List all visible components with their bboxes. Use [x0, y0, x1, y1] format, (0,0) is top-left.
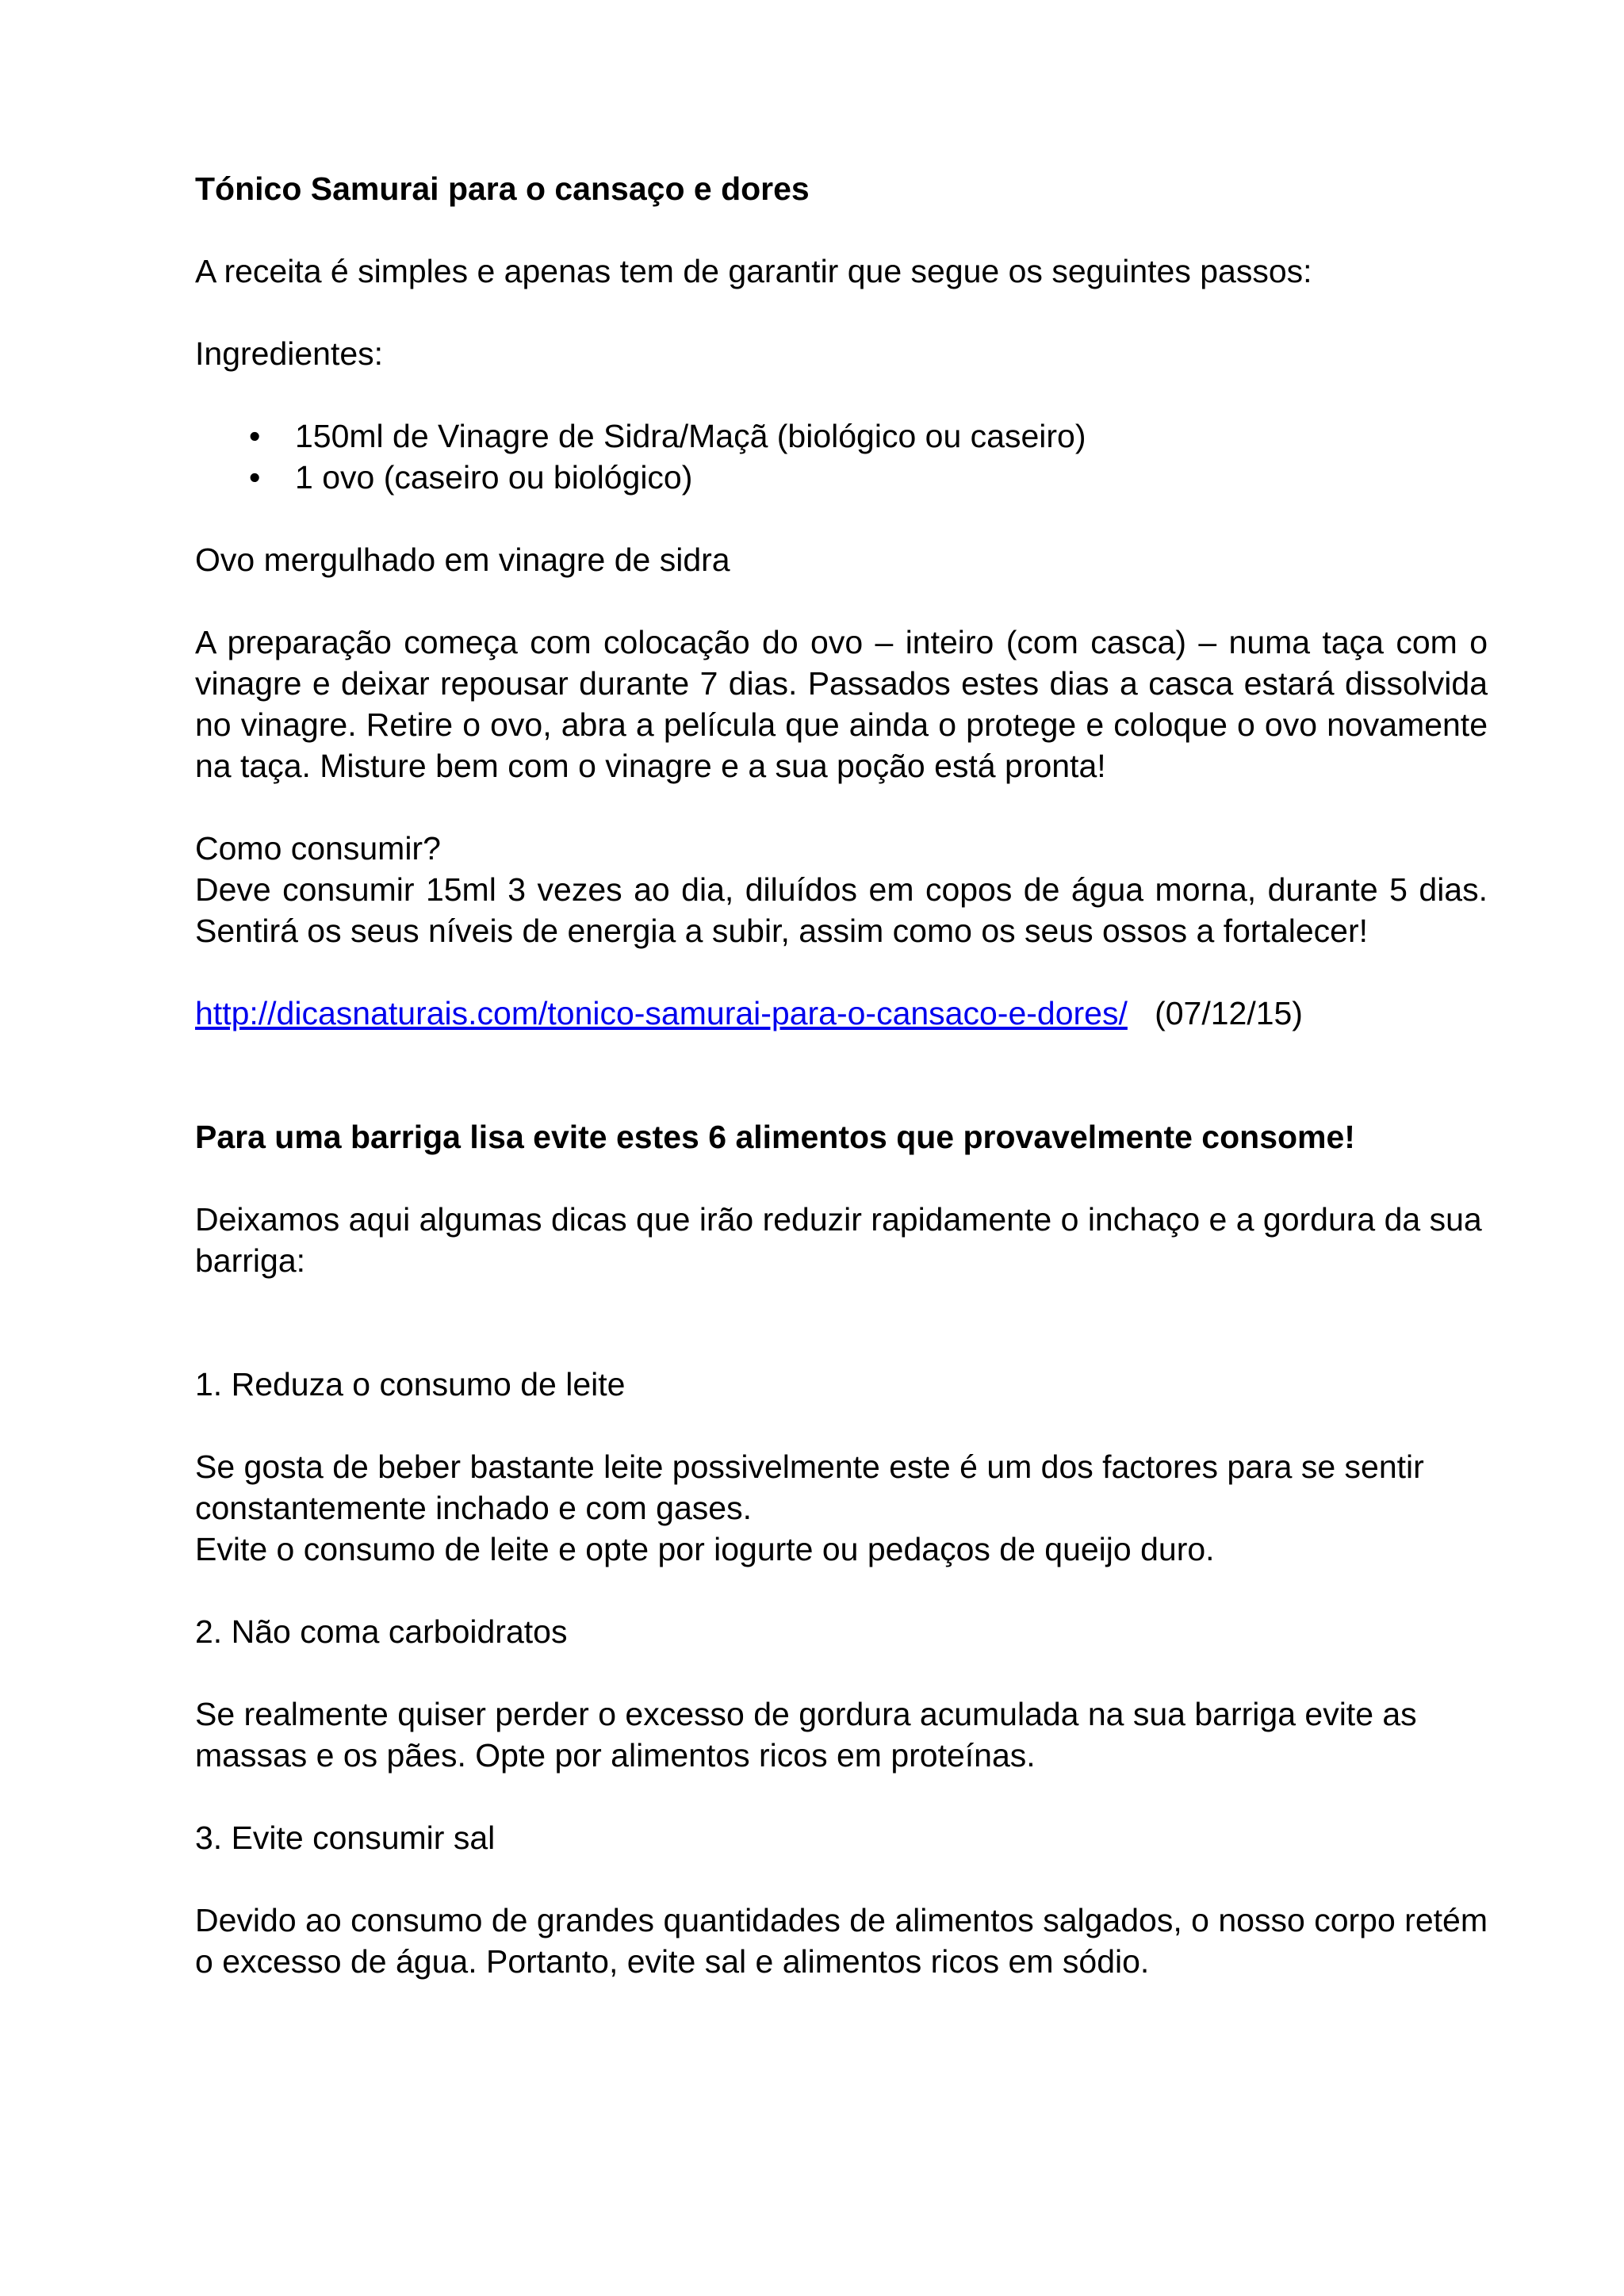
item1-text-2: Evite o consumo de leite e opte por iogurte ou pedaços de queijo duro.	[195, 1531, 1215, 1567]
ingredients-list	[195, 415, 1488, 498]
source-link[interactable]: http://dicasnaturais.com/tonico-samurai-para-o-cansaco-e-dores/	[195, 995, 1128, 1031]
item2-text: Se realmente quiser perder o excesso de gordura acumulada na sua barriga evite as massas e os pães. Opte por alimentos ricos em proteínas.	[195, 1696, 1417, 1774]
list-item	[195, 415, 1488, 457]
how-to-consume-text: Deve consumir 15ml 3 vezes ao dia, diluídos em copos de água morna, durante 5 dias. Sentirá os seus níveis de energia a subir, assim como os seus ossos a fortalecer!	[195, 871, 1488, 949]
bullet-icon: •	[249, 459, 261, 496]
ingredient-text: 1 ovo (caseiro ou biológico)	[295, 459, 693, 496]
section2-intro: Deixamos aqui algumas dicas que irão reduzir rapidamente o inchaço e a gordura da sua barriga:	[195, 1201, 1482, 1279]
item2-title: 2. Não coma carboidratos	[195, 1613, 568, 1650]
source-line	[195, 993, 1488, 1034]
section1-title: Tónico Samurai para o cansaço e dores	[195, 170, 810, 207]
ingredients-label: Ingredientes:	[195, 335, 384, 372]
item1-text: Se gosta de beber bastante leite possivelmente este é um dos factores para se sentir constantemente inchado e com gases.	[195, 1448, 1424, 1526]
ingredient-text: 150ml de Vinagre de Sidra/Maçã (biológico ou caseiro)	[295, 418, 1086, 454]
how-to-consume-label: Como consumir?	[195, 830, 441, 867]
preparation-paragraph: A preparação começa com colocação do ovo – inteiro (com casca) – numa taça com o vinagre e deixar repousar durante 7 dias. Passados estes dias a casca estará dissolvida no vinagre. Retire o ovo, abra a película que ainda o protege e coloque o ovo novamente na taça. Misture bem com o vinagre e a sua poção está pronta!	[195, 624, 1488, 784]
item3-title: 3. Evite consumir sal	[195, 1820, 496, 1856]
item1-title: 1. Reduza o consumo de leite	[195, 1366, 626, 1402]
source-date: (07/12/15)	[1155, 995, 1303, 1031]
section1-intro: A receita é simples e apenas tem de garantir que segue os seguintes passos:	[195, 253, 1312, 289]
bullet-icon: •	[249, 418, 261, 454]
section2-title: Para uma barriga lisa evite estes 6 alimentos que provavelmente consome!	[195, 1119, 1355, 1155]
list-item	[195, 457, 1488, 498]
section1-subheading: Ovo mergulhado em vinagre de sidra	[195, 541, 730, 578]
item3-text: Devido ao consumo de grandes quantidades de alimentos salgados, o nosso corpo retém o excesso de água. Portanto, evite sal e alimentos ricos em sódio.	[195, 1902, 1488, 1980]
document-content	[195, 168, 1488, 1982]
